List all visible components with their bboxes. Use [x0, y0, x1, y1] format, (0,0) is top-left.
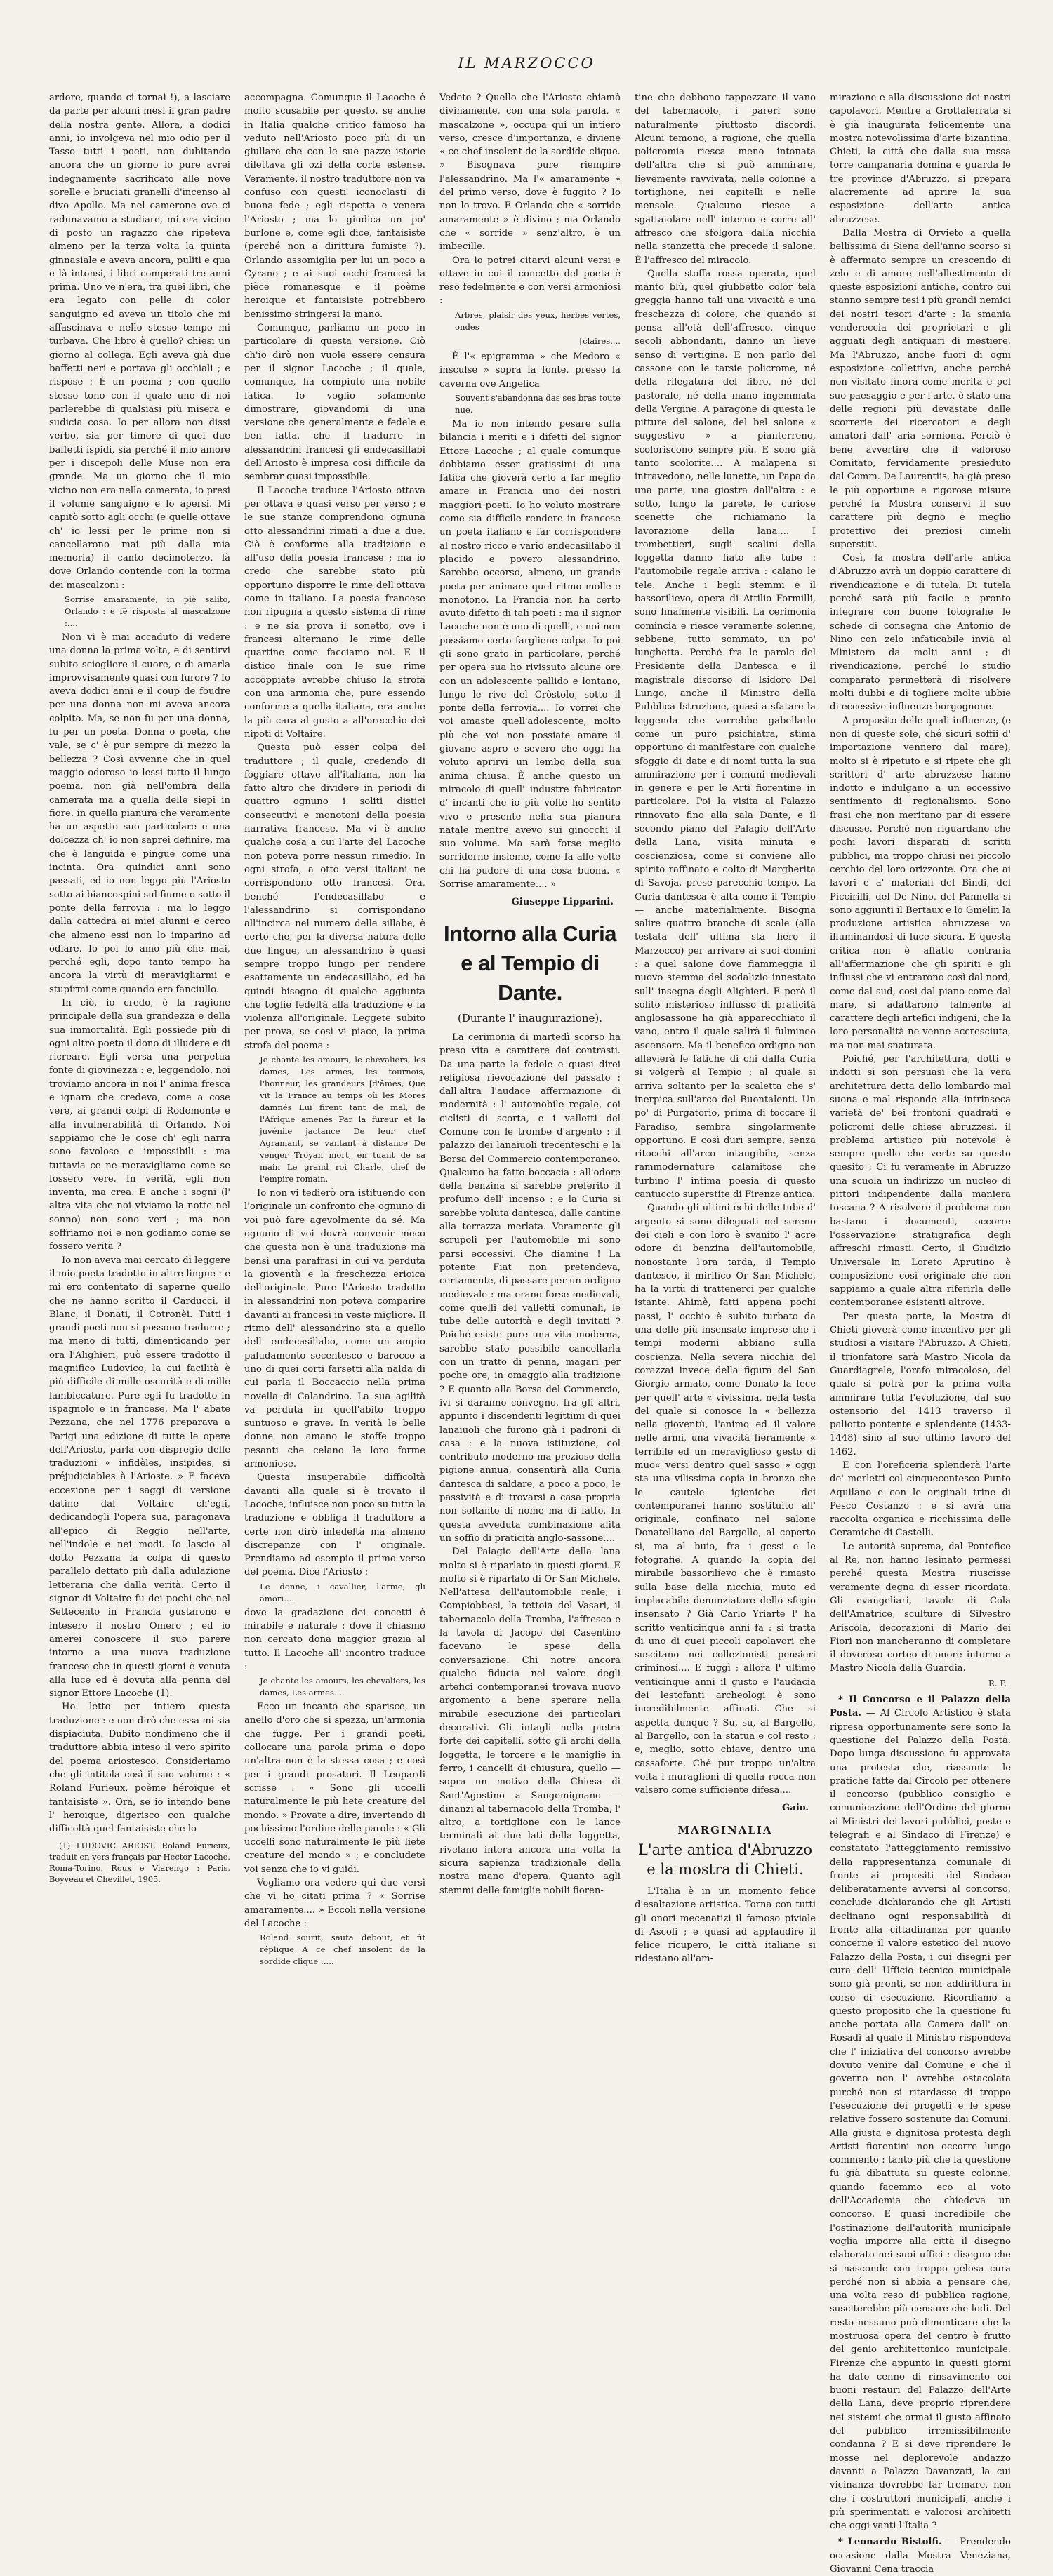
news-item	[830, 2535, 1011, 2576]
paragraph: accompagna. Comunque il Lacoche è molto scusabile per questo, se anche in Italia qualche critico famoso ha veduto nell'Ariosto poco più di un giullare che con le sue pazze istorie dilettava gli ozi della corte estense. Veramente, il nostro traduttore non va confuso con questi iconoclasti di buona fede ; egli rispetta e venera l'Ariosto ; ma lo giudica un po' burlone e, come egli dice, fantaisiste (perché non a dirittura fumiste ?). Orlando assomiglia per lui un poco a Cyrano ; e ai suoi occhi francesi la pièce romanesque e il poème heroique et fantaisiste potrebbero benissimo stringersi la mano.	[244, 93, 425, 320]
paragraph: Quella stoffa rossa operata, quel manto blù, quel giubbetto color tela greggia hanno tali una vivacità e una freschezza di colore, che quando si pensa all'età dell'affresco, cinque secoli abbondanti, danno un lieve senso di vertigine. E non parlo del cassone con le tarsie policrome, né della rilegatura del libro, né del pastorale, né della mano ingemmata della Vergine. A paragone di questa le pitture del salone, del bel salone « suggestivo » a pianterreno, scoloriscono sempre più. E sono già tanto scolorite.... A malapena si intravedono, nelle lunette, un Papa da una parte, una giostra dall'altra : e sotto, lungo la parete, le curiose scenette che richiamano la lavorazione della lana.... I trombettieri, sugli scalini della loggetta danno fiato alle tube : l'automobile regale arriva : calano le tele. Anche i begli stemmi e il bassorilievo, opera di Attilio Formilli, sono finalmente visibili. La cerimonia comincia e riesce veramente solenne, sebbene, tutto sommato, un po' lunghetta. Perché fra le parole del Presidente della Dantesca e il magistrale discorso di Isidoro Del Lungo, anche il Ministro della Pubblica Istruzione, quasi a sfatare la leggenda che vorrebbe gabellarlo come un puro psichiatra, stima opportuno di manifestare con qualche sfoggio di date e di nomi tutta la sua ammirazione per i comuni medievali in genere e per le Arti fiorentine in particolare. Poi la visita al Palazzo rinnovato fino alla sala Dante, e il secondo piano del Palagio dell'Arte della Lana, visita minuta e coscienziosa, come si conviene allo spirito raffinato e colto di Margherita di Savoja, prese parecchio tempo. La Curia dantesca è alta come il Tempio — anche materialmente. Bisogna salire quattro branche di scale (alla testata dell' ultima sta fiero il Marzocco) per arrivare ai suoi domini : a quel salone dove fiammeggia il nuovo stemma del sodalizio innestato sull' insegna degli Alighieri. E però il solito misterioso influsso di praticità anglosassone ha già apparecchiato il vano, entro il quale salirà il fulmineo ascensore. Ma il benefico ordigno non allevierà le fatiche di chi dalla Curia si volgerà al Tempio ; al quale si arriva soltanto per la scaletta che s' inerpica sull'arco del Buontalenti. Un po' di Purgatorio, prima di toccare il Paradiso, sembra singolarmente opportuno. E così duri sempre, senza ritocchi all'arco intangibile, senza rammodernature calamitose che turbino l' intima poesia di questo cantuccio superstite di Firenze antica.	[635, 268, 816, 1201]
verse-continuation: [claires....	[579, 335, 621, 346]
paragraph: Del Palagio dell'Arte della lana molto si è riparlato in questi giorni. E molto si è riparlato di Or San Michele. Nell'attesa dell'automobile reale, i Compiobbesi, la tettoia del Vasari, il tabernacolo della Tromba, l'affresco e la tavola di Jacopo del Casentino facevano le spese della conversazione. Chi notre ancora qualche fiducia nel valore degli artefici contemporanei trovava nuovo argomento a bene sperare nella mirabile esecuzione dei particolari decorativi. Gli intagli nella pietra forte dei capitelli, sotto gli archi della loggetta, le torcere e le maniglie in ferro, i cancelli di chiusura, quello — sopra un motivo della Chiesa di Sant'Agostino a Sangemignano — dinanzi al tabernacolo della Tromba, l' altro, a tortiglione con le lance terminali ai due lati della loggetta, rivelano intera ancora una volta la sicura sapienza tradizionale della nostra mano d'opera. Quanto agli stemmi delle famiglie nobili fioren-	[439, 1547, 621, 1896]
paragraph: L'Italia è in un momento felice d'esaltazione artistica. Torna con tutti gli onori mecenatizi il famoso piviale di Ascoli ; e quasi ad applaudire il felice ricupero, le città italiane si ridestano all'am-	[635, 1886, 816, 1965]
paragraph: Io non aveva mai cercato di leggere il mio poeta tradotto in altre lingue : e mi ero contentato di saperne quello che ne hanno scritto il Carducci, il Blanc, il Donati, il Cotronèi. Tutti i grandi poeti non si possono tradurre ; ma meno di tutti, dimenticando per ora l'Alighieri, può essere tradotto il magnifico Ludovico, la cui facilità è più difficile di mille oscurità e di mille lambiccature. Pure egli fu tradotto in ispagnolo e in francese. Ma l' abate Pezzana, che nel 1776 preparava a Parigi una edizione di tutte le opere dell'Ariosto, parla con dispregio delle traduzioni « infidèles, insipides, si préjudiciables à l'Arioste. » E faceva eccezione per i saggi di versione datine dal Voltaire ch'egli, dedicandogli l'opera sua, paragonava all'epico di Reggio nell'arte, nell'indole e nei modi. Io lascio al dotto Pezzana la colpa di questo parallelo dettato più dalla adulazione letteraria che dalla verità. Certo il signor di Voltaire fu dei pochi che nel Settecento in Francia gustarono e intesero il nostro Omero ; ed io amerei conoscere il suo parere intorno a una nuova traduzione francese che in questi giorni è venuta alla luce ed è dovuta alla penna del signor Ettore Lacoche (1).	[49, 1255, 230, 1700]
paragraph: Io non vi tedierò ora istituendo con l'originale un confronto che ognuno di voi può fare agevolmente da sé. Ma ognuno di voi dovrà convenir meco che questa non è una traduzione ma bensì una parafrasi in cui va perduta la gioventù e la freschezza erioica dell'originale. Pure l'Ariosto tradotto in alessandrini non poteva comparire davanti ai francesi in veste migliore. Il ritmo dell' alessandrino sta a quello dell' endecasillabo, come un ampio paludamento secentesco e barocco a uno di quei corti farsetti alla nalda di cui parla il Boccaccio nella prima novella di Calandrino. La sua agilità va perduta in quell'abito troppo suntuoso e grave. In verità le belle donne non amano le stoffe troppo pesanti che celano le loro forme armoniose.	[244, 1188, 425, 1470]
paragraph: E con l'oreficeria splenderà l'arte de' merletti col cinquecentesco Punto Aquilano e con le originali trine di Pesco Costanzo : e si avrà una raccolta organica e ricchissima delle Ceramiche di Castelli.	[830, 1460, 1011, 1539]
paragraph: Questa insuperabile difficoltà davanti alla quale si è trovato il Lacoche, influisce non poco su tutta la traduzione e obbliga il traduttore a certe non dirò infedeltà ma almeno discrepanze con l' originale. Prendiamo ad esempio il primo verso del poema. Dice l'Ariosto :	[244, 1472, 425, 1578]
news-item-text: — Al Circolo Artistico è stata ripresa opportunamente sere sono la questione del Palazzo della Posta. Dopo lunga discussione fu approvata una protesta che, riassunte le pratiche fatte dal Circolo per ottenere il concorso (pubblico consiglio e comunicazione dell'Ordine del giorno ai Ministri dei lavori pubblici, poste e telegrafi e al Sindaco di Firenze) e constatato l'atteggiamento remissivo della rappresentanza comunale di fronte ai propositi del Sindaco deliberatamente avversi al concorso, conclude dichiarando che gli Artisti declinano ogni responsabilità di fronte alla cittadinanza per quanto concerne il valore estetico del nuovo Palazzo della Posta, i cui disegni per cura dell' Ufficio tecnico municipale sono già pronti, se non addirittura in corso di esecuzione. Ricordiamo a questo proposito che la questione fu anche portata alla Camera dall' on. Rosadi al quale il Ministro rispondeva che l' iniziativa del concorso avrebbe dovuto venire dal Comune e che il governo non l' avrebbe ostacolata purché non si ritardasse di troppo l'esecuzione dei progetti e le spese relative fossero sostenute dai Comuni. Alla giusta e dignitosa protesta degli Artisti fiorentini non occorre lungo commento : tanto più che la questione fu già dibattuta su queste colonne, quando facemmo eco al voto dell'Accademia che chiedeva un concorso. E quasi incredibile che l'ostinazione dell'autorità municipale voglia imporre alla città il disegno elaborato nei suoi uffici : disegno che si nasconde con troppo gelosa cura perché non si abbia a pensare che, una volta reso di pubblica ragione, susciterebbe più censure che lodi. Del resto nessuno può dimenticare che la mostruosa opera del centro è frutto del genio architettonico municipale. Firenze che appunto in questi giorni ha dato cenno di rinsavimento coi buoni restauri del Palazzo dell'Arte della Lana, deve proprio riprendere nei sistemi che ormai il gusto affinato del pubblico irremissibilmente condanna ? E si deve riprendere le mosse nel deplorevole andazzo davanti a Palazzo Davanzati, la cui vicinanza dovrebbe far tremare, non che i costruttori municipali, anche i più sperimentati e valorosi architetti che oggi vanti l'Italia ?	[830, 1708, 1011, 2532]
paragraph: Così, la mostra dell'arte antica d'Abruzzo avrà un doppio carattere di rivendicazione e di tutela. Di tutela perché sarà più facile e pronto integrare con buone fotografie le schede di consegna che Antonio de Nino con zelo infaticabile invia al Ministero da molti anni ; di rivendicazione, perché lo studio comparato permetterà di risolvere molti dubbi e di togliere molte ubbie di eccessive influenze borgognone.	[830, 553, 1011, 713]
verse-quote: Je chante les amours, les chevaliers, les dames, Les armes....	[260, 1676, 425, 1698]
column-4	[635, 91, 816, 1965]
article-title: L'arte antica d'Abruzzo e la mostra di Chieti.	[637, 1841, 813, 1878]
column-2	[244, 91, 425, 1967]
verse-quote: Roland sourit, sauta debout, et fit réplique A ce chef insolent de la sordide clique :....	[260, 1933, 425, 1967]
masthead: IL MARZOCCO	[458, 55, 595, 72]
article-title: Intorno alla Curia e al Tempio di Dante.	[444, 921, 616, 1005]
paragraph: Dalla Mostra di Orvieto a quella bellissima di Siena dell'anno scorso si è affermato sempre un crescendo di zelo e di amore nell'allestimento di queste esposizioni antiche, contro cui stanno sempre tesi i più grandi nemici dei nostri tesori d'arte : la smania vendereccia dei proprietari e gli agguati degli antiquari di mestiere. Ma l'Abruzzo, anche fuori di ogni esposizione collettiva, anche perché non visitato finora come merita e pel suo paesaggio e per l'arte, è stato una delle regioni più devastate dalle scorrerie dei ricercatori e degli amatori dall' aria sorniona. Perciò è bene avvertire che il valoroso Comitato, fervidamente presieduto dal Comm. De Laurentiis, ha già preso le più opportune e rigorose misure perché la Mostra conservi il suo carattere più degno e meglio protettivo dei preziosi cimelii superstiti.	[830, 227, 1011, 550]
column-1	[49, 91, 230, 1885]
paragraph: In ciò, io credo, è la ragione principale della sua grandezza e della sua immortalità. Egli possiede più di ogni altro poeta il dono di illudere e di ricreare. Egli versa una perpetua fonte di giovinezza : e, leggendolo, noi troviamo ancora in noi l' anima fresca e ignara che credeva, come a cose vere, ai grandi colpi di Rodomonte e alla invulnerabilità di Orlando. Noi sappiamo che le cose ch' egli narra sono favolose e impossibili : ma tuttavia ce ne meravigliamo come se fossero vere. In verità, egli non inventa, ma crea. E anche i sogni (l' altra vita che noi viviamo la notte nel sonno) non sono veri ; ma non soffriamo noi e non godiamo come se fossero verità ?	[49, 998, 230, 1253]
news-item-text: — Prendendo occasione dalla Mostra Veneziana, Giovanni Cena traccia	[830, 2537, 1011, 2575]
article-subtitle: (Durante l' inaugurazione).	[457, 1011, 602, 1025]
paragraph: Non vi è mai accaduto di vedere una donna la prima volta, e di sentirvi subito sciogliere il cuore, e di amarla improvvisamente quasi con furore ? Io aveva dodici anni e il coup de foudre per una donna non mi aveva ancora colpito. Ma, se non fu per una donna, fu per un poeta. Donna o poeta, che vale, se c' è pur sempre di mezzo la bellezza ? Così avvenne che in quel maggio odoroso io lessi tutto il lungo poema, non già nell'ombra della camerata ma a quella delle siepi in fiore, in quella pianura che veramente ha un aspetto suo particolare e una dolcezza ch' io non saprei definire, ma che è languida e pingue come una incinta. Ora quindici anni sono passati, ed io non leggo più l'Ariosto sotto ai biancospini sul fiume o sotto il ponte della ferrovia : ma lo leggo dalla cattedra ai miei alunni e cerco che almeno essi non lo imparino ad odiare. Io poi lo amo più che mai, perché egli, dopo tanto tempo ha ancora la virtù di meravigliarmi e stupirmi come quando ero fanciullo.	[49, 632, 230, 995]
paragraph: È l'« epigramma » che Medoro « insculse » sopra la fonte, presso la caverna ove Angelica	[439, 352, 621, 389]
author-signature: Giuseppe Lipparini.	[511, 897, 614, 908]
paragraph: Quando gli ultimi echi delle tube d' argento si sono dileguati nel sereno dei cieli e con loro è svanito l' acre odore di benzina dell'automobile, nonostante l'ora tarda, il Tempio dantesco, il mirifico Or San Michele, ha la virtù di trattenerci per qualche istante. Ahimè, fatti appena pochi passi, l' occhio è subito turbato da una delle più insensate imprese che i tempi moderni abbiano sulla coscienza. Nella severa nicchia del corazzai invece della figura del San Giorgio armato, come Donato la fece per quell' arte « vivissima, nella testa del quale si conosce la « bellezza nella gioventù, l'animo ed il valore nelle armi, una vivacità fieramente « terribile ed un meraviglioso gesto di muo« versi dentro quel sasso » oggi sta una vilissima copia in bronzo che le cautele igieniche dei contemporanei hanno sostituito all' originale, confinato nel salone Donatelliano del Bargello, al coperto sì, ma al buio, fra i gessi e le fotografie. A quando la copia del mirabile bassorilievo che è rimasto sulla base della nicchia, muto ed implacabile denunziatore dello sfegio insensato ? Già Carlo Yriarte l' ha scritto venticinque anni fa : si tratta di uno di quei piccoli capolavori che suscitano nei collezionisti pensieri criminosi.... E fuggì ; allora l' ultimo venticinque anni il gusto e l'audacia dei lestofanti archeologi è sono incredibilmente affinati. Che si aspetta dunque ? Su, su, al Bargello, al Bargello, con la statua e col resto : e, meglio, sotto chiave, dentro una cassaforte. Ché pur troppo un'altra volta i muraglioni di quella rocca non valsero come sufficiente difesa....	[635, 1203, 816, 1796]
news-item-title: * Il Concorso e il Palazzo della Posta.	[830, 1695, 1011, 1719]
paragraph: Ho letto per intiero questa traduzione : e non dirò che essa mi sia dispiaciuta. Dubito nondimeno che il traduttore abbia inteso il vero spirito del poema ariostesco. Consideriamo che gli intitola così il suo volume : « Roland Furieux, poème héroïque et fantaisiste ». Ora, se io intendo bene l' heroique, digerisco con qualche difficoltà quel fantaisiste che lo	[49, 1702, 230, 1835]
verse-quote: Arbres, plaisir des yeux, herbes vertes, ondes	[455, 309, 621, 332]
paragraph: Vedete ? Quello che l'Ariosto chiamò divinamente, con una sola parola, « mascalzone », occupa qui un intiero verso, cresce d'importanza, e diviene « ce chef insolent de la sordide clique. » Bisognava pure riempire l'alessandrino. Ma l'« amaramente » del primo verso, dove è fuggito ? Io non lo trovo. E Orlando che « sorride amaramente » è divino ; ma Orlando che « sorride » senz'altro, è un imbecille.	[439, 93, 621, 253]
paragraph: La cerimonia di martedì scorso ha preso vita e carattere dai contrasti. Da una parte la fedele e quasi direi religiosa rievocazione del passato : dall'altra l'audace affermazione di modernità : l' automobile regale, coi ciclisti di scorta, e i valletti del Comune con le trombe d'argento : il palazzo dei lanaiuoli trecenteschi e la Borsa del Commercio contemporaneo. Qualcuno ha fatto boccacia : all'odore della benzina si sarebbe preferito il profumo dell' incenso : e la Curia si sarebbe voluta dantesca, dalle cantine alla terrazza merlata. Veramente gli scrupoli per l'automobile mi sono parsi eccessivi. Che diamine ! La potente Fiat non pretendeva, certamente, di passare per un ordigno medievale : ma erano forse medievali, come quelli del valletti comunali, le tube delle autorità e degli invitati ? Poiché esiste pure una vita moderna, sarebbe stato possibile cancellarla con un tratto di penna, magari per poche ore, in omaggio alla tradizione ? E quanto alla Borsa del Commercio, ivi si daranno convegno, fra gli altri, appunto i discendenti legittimi di quei lanaiuoli che furono già i padroni di casa : e la nuova istituzione, col contributo moderno ma prezioso della pigione annua, consentirà alla Curia dantesca di saldare, a poco a poco, le passività e di trovarsi a casa propria non soltanto di nome ma di fatto. In questa avveduta combinazione alita un soffio di praticità anglo-sassone....	[439, 1032, 621, 1544]
verse-quote: Le donne, i cavallier, l'arme, gli amori....	[260, 1581, 425, 1603]
paragraph: ardore, quando ci tornai !), a lasciare da parte per alcuni mesi il gran padre della nostra gente. Allora, a dodici anni, io involgeva nel mio odio per il Tasso tutti i poeti, non dubitando ancora che un giorno io pure avrei indegnamente sacrificato alle nove sorelle e bruciati granelli d'incenso al divo Apollo. Ma nel camerone ove ci radunavamo a studiare, mi era vicino di posto un ragazzo che ripeteva almeno per la terza volta la quinta ginnasiale e aveva ancora, puliti e qua e là intonsi, i libri comperati tre anni prima. Uno ve n'era, tra quei libri, che era legato con pelle di color sanguigno ed aveva un titolo che mi affascinava e nello stesso tempo mi turbava. Che libro è quello? chiesi un giorno al collega. Egli aveva già due baffetti neri e portava gli occhiali ; e rispose : È un poema ; con quello stesso tono con il quale uno di noi parlerebbe di qualsiasi più misera e sudicia cosa. Io per allora non dissi verbo, sia per timore di quei due baffetti ispidi, sia perché il mio amore per i discepoli delle Muse non era grande. Ma un giorno che il mio vicino non era nella camerata, io presi il volume sanguigno e lo apersi. Mi capitò sotto agli occhi (e quelle ottave ch' io lessi per le prime non si cancellarono mai più dalla mia memoria) il canto decimoterzo, là dove Orlando contende con la torma dei mascalzoni :	[49, 93, 230, 591]
author-initials: R. P.	[988, 1678, 1007, 1688]
paragraph: Ma io non intendo pesare sulla bilancia i meriti e i difetti del signor Ettore Lacoche ; al quale comunque dobbiamo esser gratissimi di una fatica che gioverà certo a far meglio amare in Francia uno dei nostri maggiori poeti. Io ho voluto mostrare come sia difficile rendere in francese un poeta italiano e far corrispondere al nostro ricco e vario endecasillabo il placido e povero alessandrino. Sarebbe occorso, almeno, un grande poeta per animare quel ritmo molle e monotono. La Francia non ha certo avuto difetto di tali poeti : ma il signor Lacoche non è uno di quelli, e noi non possiamo certo fargliene colpa. Io poi gli sono grato in particolare, perché per opera sua ho rivissuto alcune ore con un adolescente pallido e lontano, lungo le rive del Cròstolo, sotto il ponte della ferrovia.... Io vorrei che voi amaste quell'adolescente, molto più che voi non possiate amare il giovane aspro e severo che oggi ha voluto aprirvi un lembo della sua anima chiusa. È anche questo un miracolo di quell' industre fabricator d' incanti che io più volte ho sentito vivo e presente nella sua pianura natale mentre avevo sui ginocchi il suo volume. Ma sarà forse meglio sorriderne insieme, come fa alle volte chi ha pudore di una cosa buona. « Sorrise amaramente.... »	[439, 418, 621, 890]
verse-quote: Souvent s'abandonna das ses bras toute nue.	[455, 392, 621, 415]
paragraph: Ecco un incanto che sparisce, un anello d'oro che si spezza, un'armonia che fugge. Per i grandi poeti, collocare una parola prima o dopo un'altra non è la stessa cosa ; e così per i grandi prosatori. Il Leopardi scrisse : « Sono gli uccelli naturalmente le più liete creature del mondo. » Provate a dire, invertendo di pochissimo l'ordine delle parole : « Gli uccelli sono naturalmente le più liete creature del mondo » ; e concludete voi senza che io vi guidi.	[244, 1702, 425, 1875]
paragraph: Questa può esser colpa del traduttore ; il quale, credendo di foggiare ottave all'italiana, non ha fatto altro che dividere in periodi di quattro ognuno i soliti distici consecutivi e monotoni della poesia narrativa francese. Ma vi è anche qualche cosa a cui l'arte del Lacoche non poteva porre nessun rimedio. In ogni strofa, a otto versi italiani ne corrispondono otto francesi. Ora, benché l'endecasillabo e l'alessandrino si corrispondano all'incirca nel numero delle sillabe, è certo che, per la diversa natura delle due lingue, un alessandrino è quasi sempre troppo lungo per rendere esattamente un endecasillabo, ed ha quindi bisogno di qualche aggiunta che toglie fedeltà alla traduzione e fa violenza all'originale. Leggete subito per prova, se così vi piace, la prima strofa del poema :	[244, 742, 425, 1051]
paragraph: Vogliamo ora vedere qui due versi che vi ho citati prima ? « Sorrise amaramente.... » Eccoli nella versione del Lacoche :	[244, 1878, 425, 1929]
paragraph: Poiché, per l'architettura, dotti e indotti si son persuasi che la vera architettura detta dello lombardo mal suona e mal risponde alla intrinseca varietà de' bei frontoni quadrati e policromi delle chiese abruzzesi, il problema artistico più notevole è sempre quello che verte su questo quesito : Ci fu veramente in Abruzzo una scuola un indirizzo un nucleo di pittori indipendente dalla maniera toscana ? A risolvere il problema non bastano i documenti, occorre l'osservazione stratigrafica degli affreschi rimasti. Certo, il Giudizio Universale in Loreto Aprutino è composizione così originale che non sappiamo a quale altra riferirla delle contemporanee esistenti altrove.	[830, 1054, 1011, 1309]
paragraph: Ora io potrei citarvi alcuni versi e ottave in cui il concetto del poeta è reso fedelmente e con versi armoniosi :	[439, 255, 621, 307]
paragraph: A proposito delle quali influenze, (e non di queste sole, ché sicuri soffii d' importazione vennero dal mare), molto si è ripetuto e si ripete che gli scrittori d' arte abruzzese hanno indotto e indulgano a un eccessivo sentimento di regionalismo. Sono frasi che non meritano par di essere discusse. Perché non riguardano che pochi lavori disparati di scritti pubblici, ma troppo chiusi nei piccolo cerchio del loro orizzonte. Ora che ai lavori e a' materiali del Bindi, del Piccirilli, del De Nino, del Pannella si sono aggiunti il Bertaux e lo Gmelin la produzione artistica abruzzese va illuminandosi di luce sicura. E questa critica non è affatto contraria all'affermazione che gli spiriti e gli influssi che vi entrarono così dal nord, come dal sud, così dal piano come dal mare, si adattarono talmente al carattere degli artefici indigeni, che la loro personalità ne venne accresciuta, ma non mai snaturata.	[830, 715, 1011, 1051]
paragraph: Per questa parte, la Mostra di Chieti gioverà come incentivo per gli studiosi a visitare l'Abruzzo. A Chieti, il trionfatore sarà Mastro Nicola da Guardiagrele, l'orafo miracoloso, del quale si potrà per la prima volta ammirare tutta l'evoluzione, dal suo ostensorio del 1413 traverso il paliotto pontente e splendente (1433-1448) sino al suo ultimo lavoro del 1462.	[830, 1311, 1011, 1457]
column-5	[830, 91, 1011, 2575]
column-3	[439, 91, 621, 1896]
verse-quote: Je chante les amours, le chevaliers, les dames, Les armes, les tournois, l'honneur, les grandeurs [d'âmes, Que vit la France au temps où les Mores damnés Lui firent tant de mal, de l'Afrique amenés Par la fureur et la juvénile jactance De leur chef Agramant, se vantant à distance De venger Troyan mort, en tuant de sa main Le grand roi Charle, chef de l'empire romain.	[260, 1055, 425, 1184]
paragraph: Comunque, parliamo un poco in particolare di questa versione. Ciò ch'io dirò non vuole essere censura per il signor Lacoche ; il quale, comunque, ha compiuto una nobile fatica. Io voglio solamente dimostrare, giovandomi di una versione che generalmente è fedele e ben fatta, che il tradurre in alessandrini francesi gli endecasillabi dell'Ariosto è impresa così difficile da sembrar quasi impossibile.	[244, 323, 425, 483]
paragraph: Il Lacoche traduce l'Ariosto ottava per ottava e quasi verso per verso ; e le sue stanze comprendono ognuna otto alessandrini rimati a due a due. Ciò è conforme alla tradizione e all'uso della poesia francese ; ma io credo che sarebbe stato più opportuno disporre le rime dell'ottava come in italiano. La poesia francese non ripugna a questo sistema di rime : e ne sia prova il sonetto, ove i francesi alternano le rime delle quartine come facciamo noi. E il distico finale con le sue rime accoppiate avrebbe chiuso la strofa con una armonia che, pure essendo conforme a quella italiana, era anche la più cara al gusto a all'orecchio dei nipoti di Voltaire.	[244, 485, 425, 740]
paragraph: Le autorità suprema, dal Pontefice al Re, non hanno lesinato permessi perché questa Mostra riuscisse veramente degna di esser ricordata. Gli evangeliari, tavole di Cola dell'Amatrice, sculture di Silvestro Ariscola, decorazioni di Mario dei Fiori non mancheranno di completare il doveroso corteo di onore intorno a Mastro Nicola della Guardia.	[830, 1541, 1011, 1674]
footnote: (1) LUDOVIC ARIOST, Roland Furieux, traduit en vers français par Hector Lacoche. Roma-Torino, Roux e Viarengo : Paris, Boyveau et Chevillet, 1905.	[49, 1841, 230, 1885]
author-signature: Gaio.	[782, 1803, 809, 1814]
paragraph: mirazione e alla discussione dei nostri capolavori. Mentre a Grottaferrata si è già inaugurata felicemente una mostra notevolissima d'arte bizantina, Chieti, la città che dalla sua rossa torre campanaria domina e guarda le tre province d'Abruzzo, si prepara alacremente ad aprire la sua esposizione dell'arte antica abruzzese.	[830, 93, 1011, 225]
paragraph: dove la gradazione dei concetti è mirabile e naturale : dove il chiasmo non cercato dona maggior grazia al tutto. Il Lacoche all' incontro traduce :	[244, 1607, 425, 1672]
paragraph: tine che debbono tappezzare il vano del tabernacolo, i pareri sono naturalmente piuttosto discordi. Alcuni temono, a ragione, che quella policromia riesca meno intonata dell'altra che si può ammirare, lievemente ravvivata, nelle colonne a tortiglione, nei capitelli e nelle mensole. Qualcuno riesce a sgattaiolare nell' interno e corre all' affresco che sfolgora dalla nicchia nella stanzetta che precede il salone. È l'affresco del miracolo.	[635, 93, 816, 266]
news-item-title: * Leonardo Bistolfi.	[838, 2537, 942, 2548]
verse-quote: Sorrise amaramente, in piè salito, Orlando : e fè risposta al mascalzone :....	[65, 594, 230, 628]
news-item	[830, 1693, 1011, 2532]
section-heading: MARGINALIA	[677, 1823, 773, 1836]
